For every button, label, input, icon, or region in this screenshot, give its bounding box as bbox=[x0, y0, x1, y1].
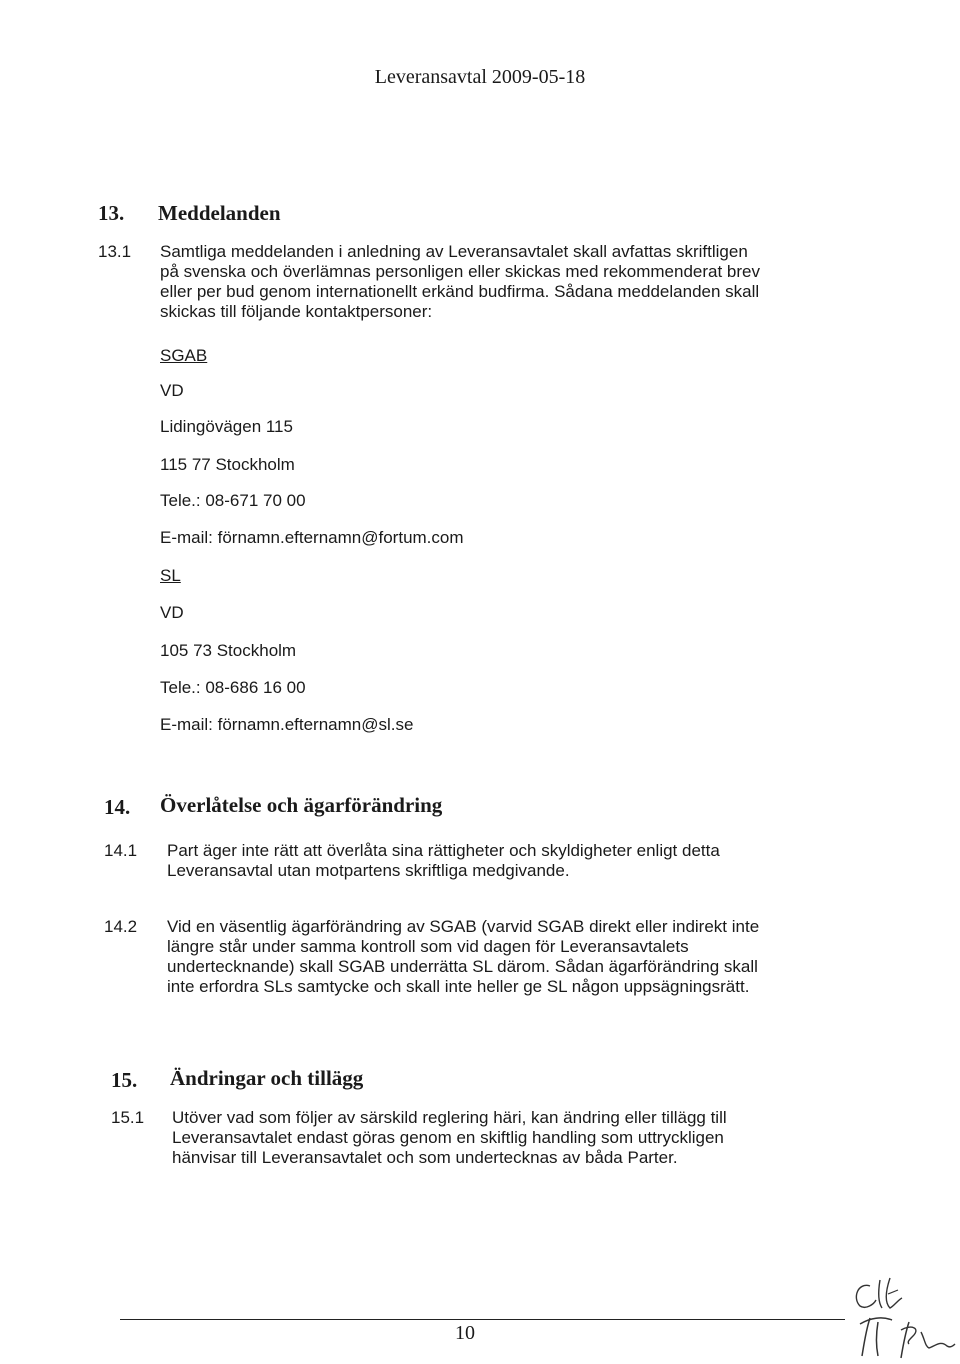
contact-sl-postal: 105 73 Stockholm bbox=[160, 641, 297, 660]
page-number: 10 bbox=[455, 1322, 475, 1344]
clause-line: eller per bud genom internationellt erkänd budfirma. Sådana meddelanden skall bbox=[160, 282, 760, 301]
clause-line: undertecknande) skall SGAB underrätta SL därom. Sådan ägarförändring skall bbox=[167, 957, 758, 976]
contact-sl-email: E-mail: förnamn.efternamn@sl.se bbox=[160, 715, 414, 734]
contact-sl-name: SL bbox=[160, 566, 181, 585]
contact-sgab-name: SGAB bbox=[160, 346, 208, 365]
handwritten-initials-right bbox=[895, 1318, 957, 1360]
clause-15-1-text bbox=[172, 1108, 812, 1168]
contact-sgab-postal: 115 77 Stockholm bbox=[160, 455, 295, 474]
footer-rule bbox=[120, 1319, 845, 1320]
clause-line: Part äger inte rätt att överlåta sina rättigheter och skyldigheter enligt detta bbox=[167, 841, 720, 860]
clause-14-2-number: 14.2 bbox=[104, 917, 138, 936]
clause-line: Utöver vad som följer av särskild reglering häri, kan ändring eller tillägg till bbox=[172, 1108, 727, 1127]
contact-sl-role: VD bbox=[160, 603, 184, 622]
contact-sgab-role: VD bbox=[160, 381, 184, 400]
page-header: Leveransavtal 2009-05-18 bbox=[374, 66, 586, 88]
clause-line: på svenska och överlämnas personligen eller skickas med rekommenderat brev bbox=[160, 262, 761, 281]
section-14-number: 14. bbox=[104, 795, 131, 819]
section-14-title: Överlåtelse och ägarförändring bbox=[160, 793, 443, 817]
clause-line: inte erfordra SLs samtycke och skall inte heller ge SL någon uppsägningsrätt. bbox=[167, 977, 750, 996]
contact-sgab-address: Lidingövägen 115 bbox=[160, 417, 293, 436]
clause-13-1-text bbox=[160, 242, 820, 322]
section-13-number: 13. bbox=[98, 201, 125, 225]
clause-line: skickas till följande kontaktpersoner: bbox=[160, 302, 433, 321]
section-15-title: Ändringar och tillägg bbox=[170, 1066, 364, 1090]
section-15-number: 15. bbox=[111, 1068, 138, 1092]
contact-sgab-email: E-mail: förnamn.efternamn@fortum.com bbox=[160, 528, 464, 547]
clause-15-1-number: 15.1 bbox=[111, 1108, 145, 1127]
clause-line: Leveransavtal utan motpartens skriftliga medgivande. bbox=[167, 861, 570, 880]
section-13-title: Meddelanden bbox=[158, 201, 281, 225]
clause-13-1-number: 13.1 bbox=[98, 242, 132, 261]
clause-line: längre står under samma kontroll som vid dagen för Leveransavtalets bbox=[167, 937, 689, 956]
clause-line: Leveransavtalet endast göras genom en skiftlig handling som uttryckligen bbox=[172, 1128, 724, 1147]
clause-line: Samtliga meddelanden i anledning av Leveransavtalet skall avfattas skriftligen bbox=[160, 242, 748, 261]
contact-sl-phone: Tele.: 08-686 16 00 bbox=[160, 678, 306, 697]
clause-14-2-text bbox=[167, 917, 810, 997]
handwritten-initials-top bbox=[840, 1276, 920, 1316]
contact-sgab-phone: Tele.: 08-671 70 00 bbox=[160, 491, 306, 510]
clause-14-1-text bbox=[167, 841, 810, 881]
clause-line: hänvisar till Leveransavtalet och som undertecknas av båda Parter. bbox=[172, 1148, 678, 1167]
clause-14-1-number: 14.1 bbox=[104, 841, 138, 860]
clause-line: Vid en väsentlig ägarförändring av SGAB (varvid SGAB direkt eller indirekt inte bbox=[167, 917, 760, 936]
